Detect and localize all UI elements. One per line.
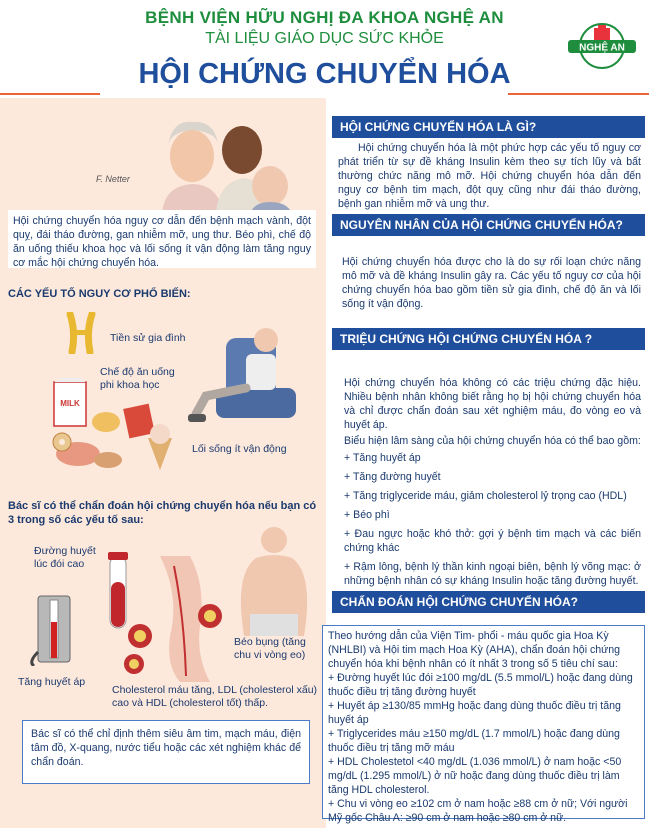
logo-text: NGHỆ AN [579,42,625,54]
junk-food-illustration [48,378,188,472]
risk-factors-heading: CÁC YẾU TỐ NGUY CƠ PHỔ BIẾN: [8,288,191,300]
diagnosis-criteria-box [322,625,645,824]
header-divider-left [0,93,100,95]
risk-lifestyle-label: Lối sống ít vận động [192,443,287,455]
list-item: Theo hướng dẫn của Viện Tim- phổi - máu quốc gia Hoa Kỳ (NHLBI) và Hội tim mạch Hoa Kỳ (AHA), chẩn đoán hội chứng chuyển hóa khi bệnh nhân có ít nhất 3 trong số 5 tiêu chí sau: [328,630,621,670]
list-item: + Triglycerides máu ≥150 mg/dL (1.7 mmol/L) hoặc đang dùng thuốc điều trị tăng mỡ máu [328,728,620,754]
sedentary-man-illustration [186,318,306,438]
blood-pressure-monitor-icon [28,592,78,666]
chromosome-icon [64,312,98,354]
risk-family-label: Tiền sử gia đình [110,332,186,344]
symptom-list [344,451,641,588]
milk-carton-label: MILK [60,399,80,408]
diag-glucose-label: Đường huyết lúc đói cao [34,545,96,570]
list-item: + Tăng triglyceride máu, giảm cholesterol lỷ trọng cao (HDL) [344,490,627,502]
diag-belly-label: Béo bụng (tăng chu vi vòng eo) [234,636,306,661]
list-item: + HDL Cholestetol <40 mg/dL (1.036 mmol/L) ở nam hoặc <50 mg/dL (1.295 mmol/L) ở nữ hoặc đang dùng thuốc điều trị làm tăng HDL cholesterol. [328,756,622,796]
section-diagnosis-title: CHẨN ĐOÁN HỘI CHỨNG CHUYỂN HÓA? [332,591,645,613]
list-item: + Rậm lông, bệnh lý thần kinh ngoại biên, bệnh lý võng mạc: ở những bệnh nhân có sự kháng Insulin hoặc tăng đường huyết. [344,561,641,587]
arm-blood-vessel-illustration [120,556,230,682]
section-what-title: HỘI CHỨNG CHUYỂN HÓA LÀ GÌ? [332,116,645,138]
illustration-signature: F. Netter [96,174,130,184]
intro-text: Hội chứng chuyển hóa nguy cơ dẫn đến bệnh mạch vành, đột quỵ, đái tháo đường, gan nhiễm mỡ, ung thư. Béo phì, chế độ ăn uống thiếu khoa học và lối sống ít vận động làm tăng nguy cơ mắc hội chứng chuyển hóa. [8,210,316,268]
section-cause-text: Hội chứng chuyển hóa được cho là do sự rối loạn chức năng mô mỡ và đề kháng Insulin gây ra. Các yếu tố nguy cơ của hội chứng chuyển hóa bao gồm tiền sử gia đình, chế độ ăn và lối sống ít vận động. [342,256,641,310]
page-title: HỘI CHỨNG CHUYỂN HÓA [138,58,511,90]
symptom-list-intro: Biểu hiện lâm sàng của hội chứng chuyển hóa có thể bao gồm: [344,435,641,447]
list-item: + Đường huyết lúc đói ≥100 mg/dL (5.5 mmol/L) hoặc đang dùng thuốc điều trị tăng đường huyết [328,672,633,698]
section-symptom-text: Hội chứng chuyển hóa không có các triệu chứng đặc hiệu. Nhiều bệnh nhân không biết rằng họ bị hội chứng chuyển hóa và chỉ được chẩn đoán sau xét nghiệm máu, đo vòng eo và huyết áp. [344,377,641,431]
diag-cholesterol-label: Cholesterol máu tăng, LDL (cholesterol xấu) cao và HDL (cholesterol tốt) thấp. [112,684,318,709]
note-box: Bác sĩ có thể chỉ định thêm siêu âm tim, mạch máu, điện tâm đồ, X-quang, nước tiểu hoặc các xét nghiệm khác để chẩn đoán. [22,720,310,784]
hospital-logo [566,22,638,70]
diag-bp-label: Tăng huyết áp [18,676,86,688]
elderly-people-illustration [84,102,320,214]
section-symptom-title: TRIỆU CHỨNG HỘI CHỨNG CHUYỂN HÓA ? [332,328,645,350]
list-item: + Huyết áp ≥130/85 mmHg hoặc đang dùng thuốc điều trị tăng huyết áp [328,700,621,726]
obese-man-illustration [234,524,314,636]
list-item: + Béo phì [344,509,390,521]
document-subtitle: TÀI LIỆU GIÁO DỤC SỨC KHỎE [205,30,444,47]
list-item: + Đau ngực hoặc khó thở: gợi ý bệnh tim mạch và các biến chứng khác [344,528,641,554]
header-divider-right [508,93,649,95]
list-item: + Tăng huyết áp [344,452,421,464]
section-cause-title: NGUYÊN NHÂN CỦA HỘI CHỨNG CHUYỂN HÓA? [332,214,645,236]
diagnosis-heading: Bác sĩ có thể chẩn đoán hội chứng chuyển hóa nếu bạn có 3 trong số các yếu tố sau: [8,500,317,526]
risk-diet-label: Chế độ ăn uống phi khoa học [100,366,175,391]
section-what-text: Hội chứng chuyển hóa là một phức hợp các yếu tố nguy cơ phát triển từ sự đề kháng Insulin kèm theo sự tích lũy và bất thường chức năng mô mỡ. Hội chứng chuyển hóa dẫn đến nguy cơ bệnh tim mạch, đột quỵ cũng như đái tháo đường, bệnh gan nhiễm mỡ và ung thư. [338,142,641,210]
list-item: + Tăng đường huyết [344,471,441,483]
hospital-name: BỆNH VIỆN HỮU NGHỊ ĐA KHOA NGHỆ AN [145,8,504,27]
list-item: + Chu vi vòng eo ≥102 cm ở nam hoặc ≥88 cm ở nữ; Với người Mỹ gốc Châu A: ≥90 cm ở nam hoặc ≥80 cm ở nữ. [328,798,628,824]
